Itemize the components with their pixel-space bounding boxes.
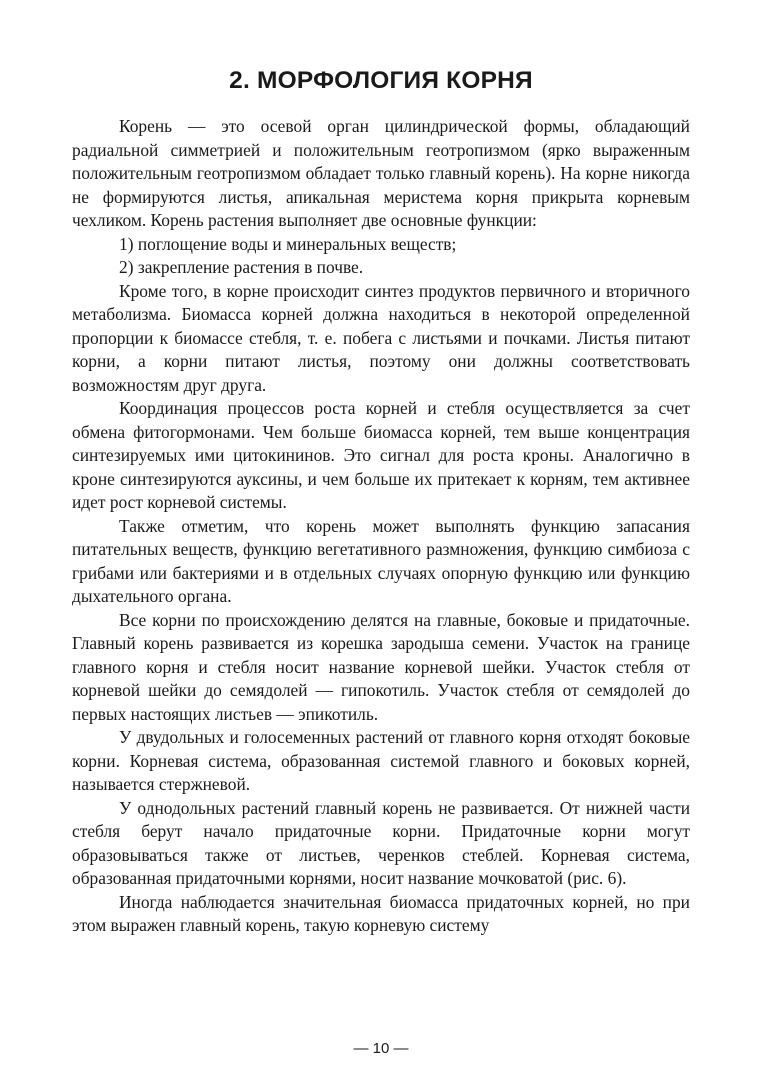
page-number: — 10 — (353, 1040, 409, 1057)
paragraph: Также отметим, что корень может выполнять функцию запасания питательных веществ, функцию вегетативного размножения, функцию симбиоза с грибами или бактериями и в отдельных случаях опорную функцию или функцию дыхательного органа. (72, 515, 690, 606)
paragraph: У двудольных и голосеменных растений от главного корня отходят боковые корни. Корневая система, образованная системой главного и боковых корней, называется стержневой. (72, 727, 690, 794)
paragraph: 1) поглощение воды и минеральных веществ; (119, 233, 457, 254)
section-title: 2. МОРФОЛОГИЯ КОРНЯ (229, 67, 533, 94)
paragraph: У однодольных растений главный корень не развивается. От нижней части стебля берут начало придаточные корни. Придаточные корни могут образовываться также от листьев, черенков стеблей. Корневая система, образованная придаточными корнями, носит название мочковатой (рис. 6). (72, 797, 690, 888)
paragraph: Все корни по происхождению делятся на главные, боковые и придаточные. Главный корень развивается из корешка зародыша семени. Участок на границе главного корня и стебля носит название корневой шейки. Участок стебля от корневой шейки до семядолей — гипокотиль. Участок стебля от семядолей до первых настоящих листьев — эпикотиль. (72, 609, 690, 724)
paragraph: Корень — это осевой орган цилиндрической формы, обладающий радиальной симметрией и положительным геотропизмом (ярко выраженным положительным геотропизмом обладает только главный корень). На корне никогда не формируются листья, апикальная меристема корня прикрыта корневым чехликом. Корень растения выполняет две основные функции: (72, 116, 690, 230)
paragraph: 2) закрепление растения в почве. (119, 257, 364, 277)
paragraph: Кроме того, в корне происходит синтез продуктов первичного и вторичного метаболизма. Биомасса корней должна находиться в некоторой определенной пропорции к биомассе стебля, т. е. побега с листьями и почками. Листья питают корни, а корни питают листья, поэтому они должны соответствовать возможностям друг друга. (72, 280, 690, 395)
paragraph: Иногда наблюдается значительная биомасса придаточных корней, но при этом выражен главный корень, такую корневую систему (72, 891, 690, 935)
body-text (72, 115, 690, 938)
page (72, 0, 690, 1079)
paragraph: Координация процессов роста корней и стебля осуществляется за счет обмена фитогормонами. Чем больше биомасса корней, тем выше концентрация синтезируемых ими цитокининов. Это сигнал для роста кроны. Аналогично в кроне синтезируются ауксины, и чем больше их притекает к корням, тем активнее идет рост корневой системы. (72, 398, 690, 512)
